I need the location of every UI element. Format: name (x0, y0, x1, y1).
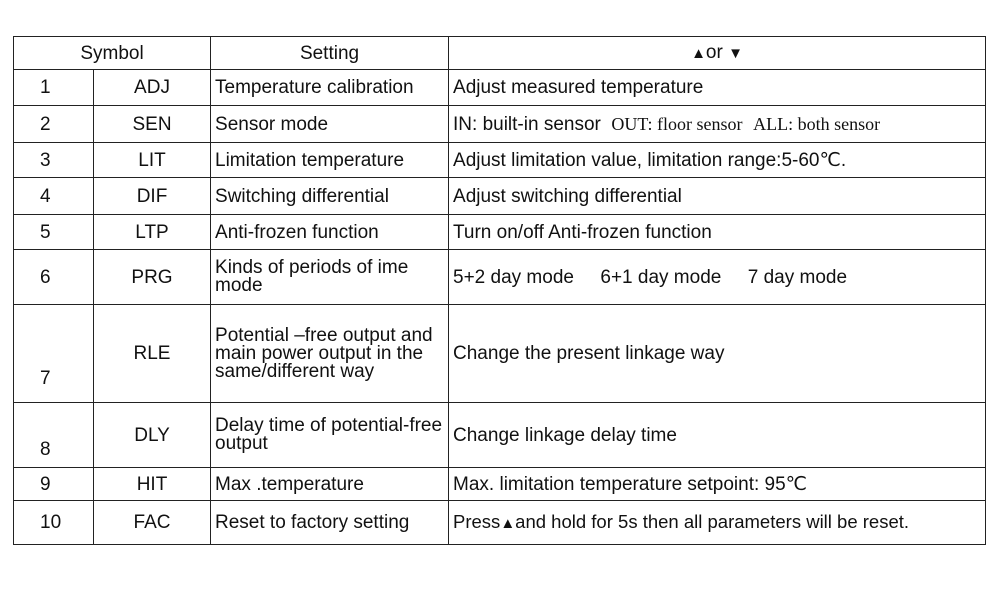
row-setting: Kinds of periods of ime mode (211, 250, 449, 305)
row-code: LIT (94, 143, 211, 178)
row-number: 8 (14, 403, 94, 468)
sensor-out: OUT: floor sensor (611, 113, 743, 134)
down-triangle-icon: ▼ (728, 45, 743, 62)
row-number: 1 (14, 70, 94, 106)
row-description: Adjust measured temperature (449, 70, 986, 106)
header-setting: Setting (211, 37, 449, 70)
header-symbol: Symbol (14, 37, 211, 70)
row-code: PRG (94, 250, 211, 305)
mode-6-1: 6+1 day mode (600, 266, 722, 288)
table-row (14, 178, 986, 215)
row-setting: Reset to factory setting (211, 501, 449, 545)
row-code: ADJ (94, 70, 211, 106)
mode-7: 7 day mode (747, 266, 848, 288)
row-number: 2 (14, 106, 94, 143)
table-row (14, 70, 986, 106)
up-triangle-icon: ▲ (691, 45, 706, 62)
row-code: DLY (94, 403, 211, 468)
row-code: SEN (94, 106, 211, 143)
row-setting: Delay time of potential-free output (211, 403, 449, 468)
parameter-table (13, 36, 986, 545)
row-setting: Temperature calibration (211, 70, 449, 106)
up-triangle-icon: ▲ (500, 515, 516, 532)
reset-rest: and hold for 5s then all parameters will be reset. (515, 511, 910, 532)
row-number: 3 (14, 143, 94, 178)
row-description: Adjust switching differential (449, 178, 986, 215)
row-description (449, 106, 986, 143)
row-number: 5 (14, 215, 94, 250)
row-setting: Switching differential (211, 178, 449, 215)
table-row (14, 215, 986, 250)
row-description: Change the present linkage way (449, 305, 986, 403)
row-number: 7 (14, 305, 94, 403)
row-setting: Limitation temperature (211, 143, 449, 178)
row-number: 6 (14, 250, 94, 305)
table-row (14, 106, 986, 143)
row-description (449, 501, 986, 545)
row-description (449, 250, 986, 305)
row-code: HIT (94, 468, 211, 501)
table-row (14, 468, 986, 501)
row-code: DIF (94, 178, 211, 215)
row-number: 10 (14, 501, 94, 545)
row-code: FAC (94, 501, 211, 545)
row-setting: Max .temperature (211, 468, 449, 501)
row-number: 4 (14, 178, 94, 215)
header-or: or (705, 42, 723, 63)
reset-press: Press (453, 511, 501, 532)
row-setting: Sensor mode (211, 106, 449, 143)
row-description: Change linkage delay time (449, 403, 986, 468)
row-description: Max. limitation temperature setpoint: 95℃ (449, 468, 986, 501)
sensor-all: ALL: both sensor (753, 113, 881, 134)
row-setting: Anti-frozen function (211, 215, 449, 250)
row-setting: Potential –free output and main power output in the same/different way (211, 305, 449, 403)
table-row (14, 143, 986, 178)
table-row (14, 250, 986, 305)
header-action (449, 37, 986, 70)
row-description: Turn on/off Anti-frozen function (449, 215, 986, 250)
mode-5-2: 5+2 day mode (453, 266, 574, 288)
row-number: 9 (14, 468, 94, 501)
row-code: LTP (94, 215, 211, 250)
table-row (14, 501, 986, 545)
table-row (14, 305, 986, 403)
table-row (14, 403, 986, 468)
row-description: Adjust limitation value, limitation range:5-60℃. (449, 143, 986, 178)
row-code: RLE (94, 305, 211, 403)
sensor-in: IN: built-in sensor (453, 113, 601, 135)
header-row (14, 37, 986, 70)
